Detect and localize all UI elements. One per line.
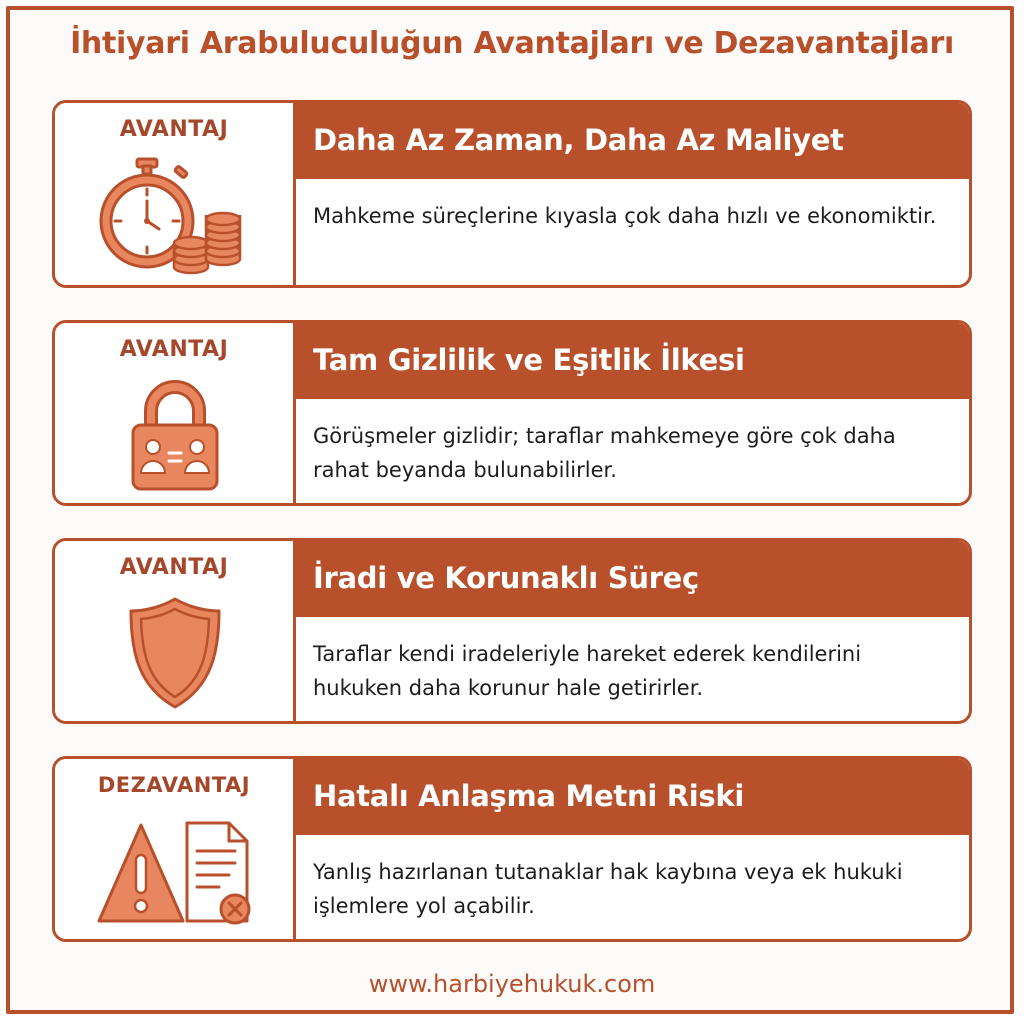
card-left-panel (55, 759, 296, 939)
padlock-people-icon (95, 375, 255, 495)
footer-website-link[interactable]: www.harbiyehukuk.com (368, 970, 656, 998)
card-description: Yanlış hazırlanan tutanaklar hak kaybına veya ek hukuki işlemlere yol açabilir. (313, 860, 903, 918)
card-heading-bar (293, 103, 969, 179)
card-tag: DEZAVANTAJ (97, 773, 251, 797)
card-heading: Tam Gizlilik ve Eşitlik İlkesi (313, 343, 745, 377)
card-tag: AVANTAJ (119, 117, 229, 142)
card-left-panel (55, 541, 296, 721)
card-heading: Daha Az Zaman, Daha Az Maliyet (313, 123, 844, 157)
card-tag: AVANTAJ (119, 555, 229, 580)
page-title: İhtiyari Arabuluculuğun Avantajları ve Dezavantajları (70, 26, 954, 61)
card-description: Görüşmeler gizlidir; taraflar mahkemeye göre çok daha rahat beyanda bulunabilirler. (313, 424, 896, 482)
card-heading: İradi ve Korunaklı Süreç (313, 561, 699, 595)
card-left-panel (55, 103, 296, 285)
shield-icon (95, 593, 255, 713)
card-advantage-time-cost (52, 100, 972, 288)
card-heading-bar (293, 541, 969, 617)
card-heading-bar (293, 759, 969, 835)
card-description: Taraflar kendi iradeleriyle hareket ederek kendilerini hukuken daha korunur hale getirirler. (313, 642, 862, 700)
stopwatch-coins-icon (95, 155, 255, 275)
card-advantage-voluntary-protected (52, 538, 972, 724)
card-heading: Hatalı Anlaşma Metni Riski (313, 779, 745, 813)
card-description: Mahkeme süreçlerine kıyasla çok daha hızlı ve ekonomiktir. (313, 204, 937, 228)
card-tag: AVANTAJ (119, 337, 229, 362)
card-left-panel (55, 323, 296, 503)
card-heading-bar (293, 323, 969, 399)
warning-document-icon (95, 811, 255, 931)
card-disadvantage-faulty-agreement (52, 756, 972, 942)
card-advantage-privacy-equality (52, 320, 972, 506)
